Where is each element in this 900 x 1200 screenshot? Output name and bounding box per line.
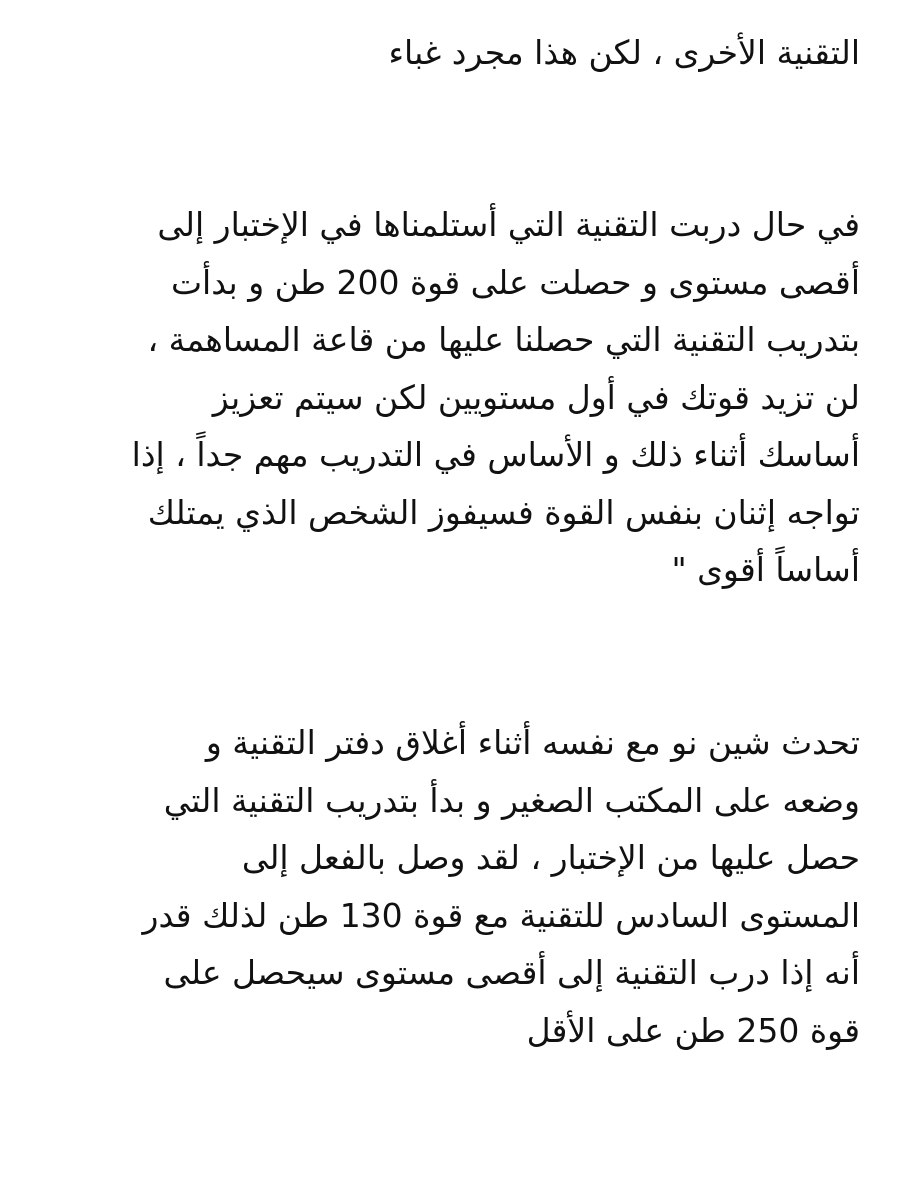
- text-line: لن تزيد قوتك في أول مستويين لكن سيتم تعزيز: [212, 377, 860, 417]
- text-line: أقصى مستوى و حصلت على قوة 200 طن و بدأت: [170, 262, 860, 302]
- text-line: تحدث شين نو مع نفسه أثناء أغلاق دفتر التقنية و: [205, 723, 860, 762]
- text-line: أساسك أثناء ذلك و الأساس في التدريب مهم جداً ، إذا: [131, 435, 860, 474]
- paragraph-2: [30, 196, 860, 599]
- text-line: أساساً أقوى ": [671, 550, 860, 589]
- text-line: وضعه على المكتب الصغير و بدأ بتدريب التقنية التي: [163, 780, 860, 820]
- text-line: حصل عليها من الإختبار ، لقد وصل بالفعل إلى: [241, 838, 860, 877]
- text-line: المستوى السادس للتقنية مع قوة 130 طن لذلك قدر: [142, 895, 860, 935]
- text-line: قوة 250 طن على الأقل: [526, 1010, 860, 1050]
- text-line: أنه إذا درب التقنية إلى أقصى مستوى سيحصل على: [163, 953, 860, 992]
- text-line: تواجه إثنان بنفس القوة فسيفوز الشخص الذي يمتلك: [147, 492, 860, 532]
- text-line: التقنية الأخرى ، لكن هذا مجرد غباء: [388, 33, 860, 72]
- text-line: بتدريب التقنية التي حصلنا عليها من قاعة المساهمة ،: [147, 320, 860, 359]
- text-line: في حال دربت التقنية التي أستلمناها في الإختبار إلى: [157, 205, 860, 244]
- paragraph-3: [30, 714, 860, 1059]
- paragraph-1: [30, 24, 860, 82]
